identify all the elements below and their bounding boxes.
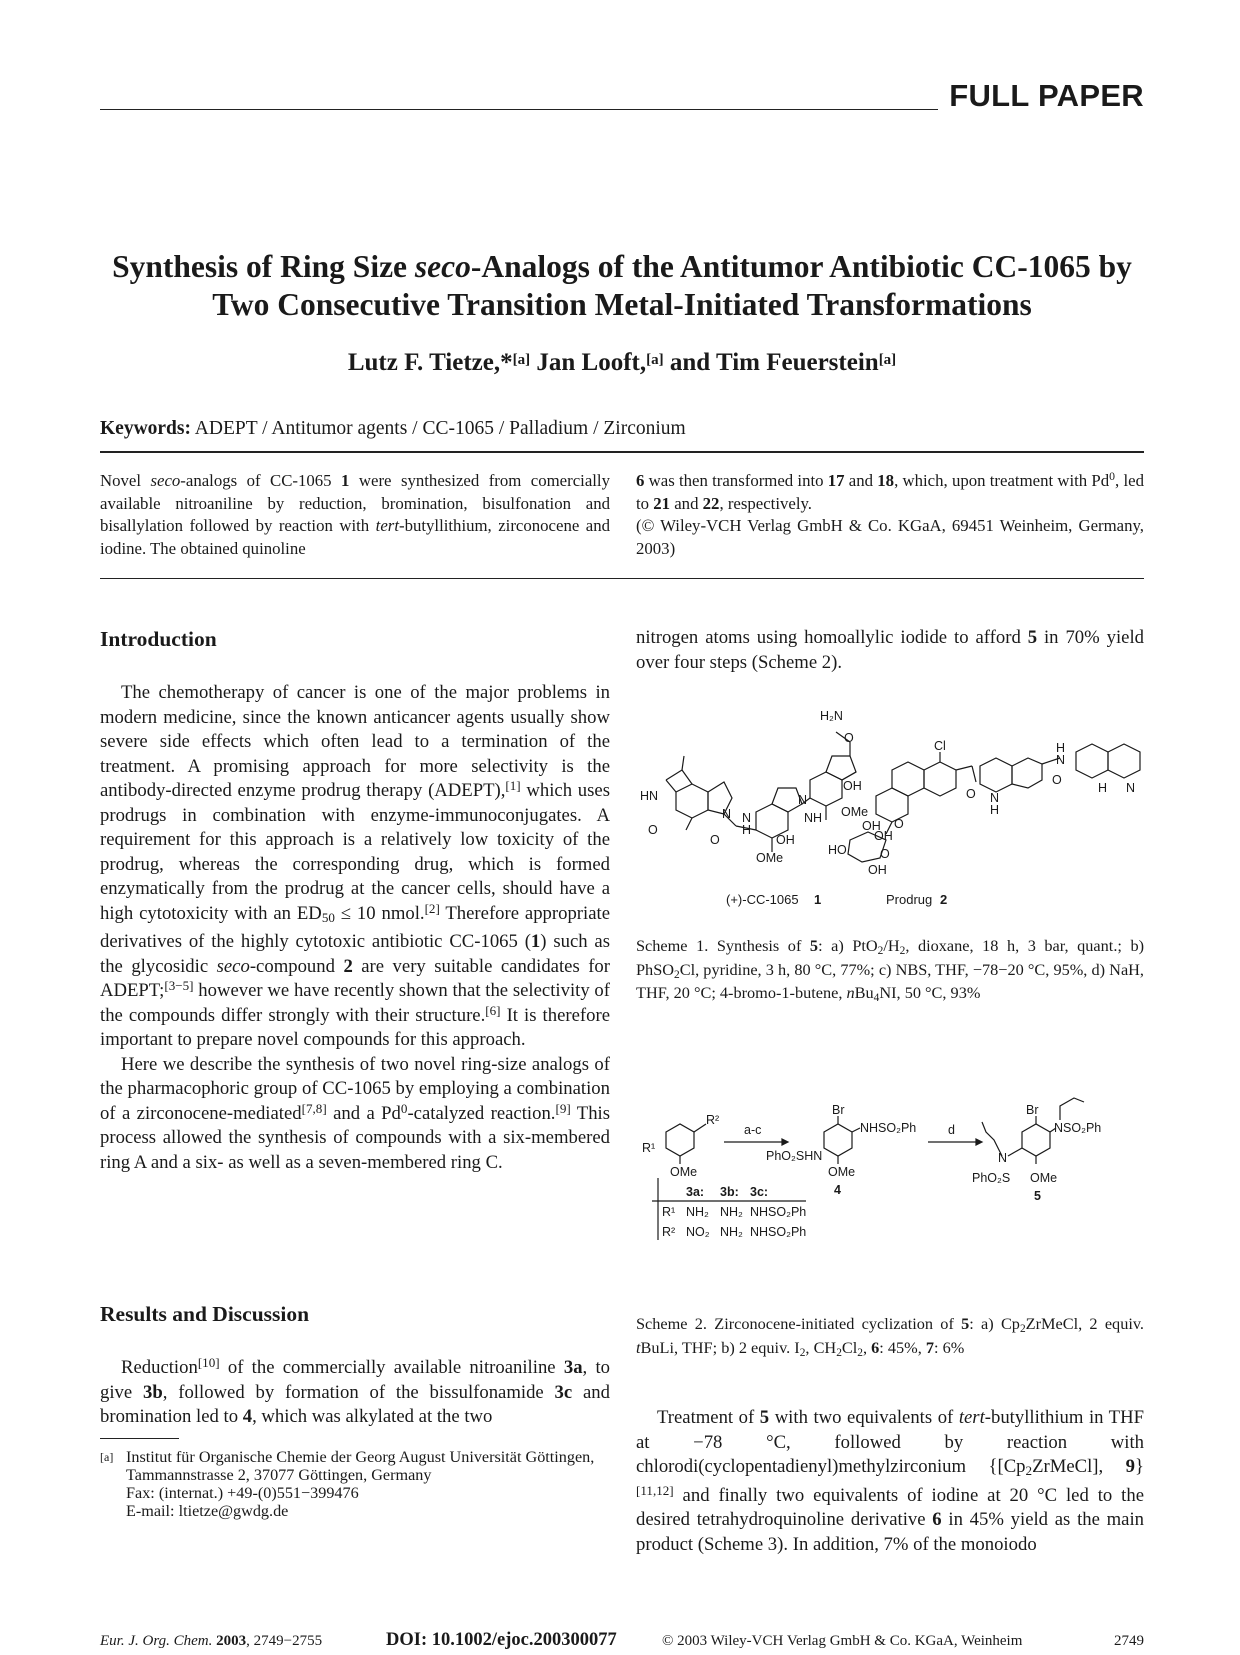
scheme-1-structures [636,709,1144,912]
italic-text: seco [216,955,250,977]
abstract-text: , led to [636,471,1144,513]
substituent-label: PhO₂SHN [766,1149,823,1163]
compound-number: 4 [242,1406,253,1427]
abstract-text: , which, upon treatment with Pd [894,471,1110,490]
results-heading: Results and Discussion [100,1302,310,1326]
body-text: ) such as the glycosidic [100,931,610,977]
table-cell: NHSO₂Ph [750,1225,807,1239]
body-text: in 45% yield as the main product (Scheme 3). In addition, 7% of the monoiodo [636,1509,1145,1555]
author-1: Lutz F. Tietze,* [347,349,513,376]
abstract-text: -analogs of CC-1065 [180,471,342,490]
table-cell: NH₂ [686,1205,709,1219]
body-text: The chemotherapy of cancer is one of the major problems in modern medicine, since the known anticancer agents usually show severe side effects which often lead to a termination of the treatment. A promising approach for more selectivity is the antibody-directed enzyme prodrug therapy (ADEPT), [100,682,610,801]
subscript: 2 [1019,1323,1026,1335]
compound-number: 3a [563,1357,583,1378]
compound-number: 6 [636,471,645,490]
atom-label: N [998,1151,1008,1165]
atom-label: OH [862,819,881,833]
atom-label: Br [1026,1103,1039,1117]
right-column-bottom-text [636,1406,1144,1557]
compound-number: 5 [1027,627,1038,648]
atom-label: HO [828,843,847,857]
compound-number: 9 [1125,1456,1136,1477]
subscript: 50 [321,909,335,925]
compound-number-5: 5 [1034,1189,1041,1203]
abstract-rule-top [100,451,1144,453]
subscript: 2 [877,945,884,957]
citation: [9] [555,1100,571,1116]
caption-text: Scheme 2. Zirconocene-initiated cyclization of [636,1314,962,1333]
body-text: and a Pd [326,1102,401,1124]
footer-doi[interactable]: DOI: 10.1002/ejoc.200300077 [386,1630,617,1650]
footer-journal [100,1633,322,1650]
caption-text: Bu [854,983,874,1002]
atom-label: H [742,823,752,837]
abstract-text: , respectively. [719,493,813,513]
right-column-top-text [636,626,1144,675]
scheme-2-structures [636,1103,1144,1287]
citation: [1] [505,778,521,793]
atom-label: H [990,803,1000,817]
compound-number: 21 [653,493,671,513]
body-text: ZrMeCl], [1032,1456,1126,1477]
compound-number: 6 [871,1337,880,1357]
atom-label: O [648,823,658,837]
cc1065-structure [666,732,856,852]
caption-text: Scheme 1. Synthesis of [636,936,810,955]
author-2-affil: [a] [646,352,664,368]
body-text: , which was alkylated at the two [252,1406,493,1427]
body-text: -compound [249,955,344,977]
abstract-text: and [670,493,703,513]
page-number: 2749 [1114,1633,1144,1649]
caption-text: , CH [805,1337,837,1357]
citation: [11,12] [636,1482,674,1498]
author-2: Jan Looft, [530,349,647,376]
substituent-label: NHSO₂Ph [860,1121,917,1135]
caption-text: : a) PtO [818,936,878,955]
journal-year: 2003 [216,1633,247,1649]
abstract-copyright: (© Wiley-VCH Verlag GmbH & Co. KGaA, 69451 Weinheim, Germany, 2003) [636,516,1144,558]
section-label: FULL PAPER [949,78,1144,113]
author-list [100,349,1144,377]
body-text: This process allowed the synthesis of compounds with a six-membered ring A and a six- as well as a seven-membered ring C. [100,1102,610,1173]
compound-label-prodrug: Prodrug [886,892,933,907]
superscript: 0 [400,1100,408,1116]
atom-label: NH [804,811,823,825]
atom-label: OH [843,779,862,793]
table-cell: NO₂ [686,1225,710,1239]
body-text: , to give [100,1357,610,1403]
body-text: Reduction [121,1357,198,1378]
abstract-italic: seco [150,471,181,490]
body-paragraph [636,626,1144,675]
table-cell: NH₂ [720,1225,743,1239]
citation: [3−5] [164,978,194,993]
atom-label: OMe [756,851,784,865]
substituent-label: OMe [670,1165,698,1179]
body-text: ≤ 10 nmol. [334,902,425,924]
subscript: 2 [899,945,906,957]
scheme-1-caption [636,937,1144,1008]
footer-copyright: © 2003 Wiley-VCH Verlag GmbH & Co. KGaA, Weinheim [662,1633,1023,1649]
scheme-2-caption [636,1315,1144,1362]
footnote-line: Fax: (internat.) +49-(0)551−399476 [126,1484,359,1502]
atom-label: H [1056,741,1066,755]
subscript: 2 [836,1346,842,1359]
subscript: 2 [799,1346,806,1359]
substituent-label: OMe [828,1165,856,1179]
introduction-text [100,681,610,1175]
table-cell: NHSO₂Ph [750,1205,807,1219]
citation: [6] [485,1002,501,1018]
atom-label: O [966,787,976,801]
subscript: 2 [857,1346,863,1359]
compound-number: 6 [932,1509,942,1530]
atom-label: Br [832,1103,845,1117]
body-text: , followed by formation of the bissulfonamide [162,1381,555,1403]
compound-number-2: 2 [940,892,948,907]
caption-text: : a) Cp [969,1314,1020,1333]
citation: [2] [424,900,440,916]
atom-label: O [844,731,854,745]
citation: [10] [197,1355,220,1370]
atom-label: HN [640,789,659,803]
author-3-affil: [a] [878,352,897,368]
abstract-rule-bottom [100,578,1144,579]
compound-number: 5 [759,1407,770,1428]
body-text: It is therefore important to prepare novel compounds for this approach. [100,1004,610,1050]
table-row-label: R² [662,1225,676,1239]
paper-title [100,248,1144,324]
italic-text: n [846,983,855,1002]
atom-label: O [894,817,904,831]
body-text: Here we describe the synthesis of two novel ring-size analogs of the pharmacophoric group of CC-1065 by employing a combination of a zirconocene-mediated [100,1053,610,1124]
body-text: nitrogen atoms using homoallylic iodide to afford [636,627,1028,648]
compound-number: 22 [702,493,720,513]
compound-label-cc1065: (+)-CC-1065 [726,892,799,907]
body-text: -catalyzed reaction. [407,1102,556,1124]
arrowhead [782,1139,788,1145]
title-line2: Two Consecutive Transition Metal-Initiated Transformations [212,287,1032,322]
body-text: are very suitable candidates for ADEPT; [100,955,610,1001]
atom-label: N [742,811,752,825]
caption-text: ZrMeCl, 2 equiv. [1025,1314,1145,1333]
atom-label: N [722,807,732,821]
introduction-heading: Introduction [100,627,217,651]
caption-text: : 45%, [879,1337,926,1357]
benzene-ring-3 [666,1124,694,1156]
body-text: and bromination led to [100,1381,610,1427]
substituent-label: R² [706,1113,720,1127]
results-text [100,1356,610,1430]
atom-label: H₂N [820,709,843,723]
compound-number: 3b [143,1381,163,1403]
abstract-text: -butyllithium, zirconocene and iodine. The obtained quinoline [100,516,610,558]
caption-text: Cl, pyridine, 3 h, 80 °C, 77%; c) NBS, THF, −78−20 °C, 95%, d) NaH, THF, 20 °C; 4-bromo-1-butene, [636,959,1144,1002]
author-1-affil: [a] [512,352,531,368]
benzene-ring-4 [824,1124,852,1156]
caption-text: , [862,1337,872,1357]
footnote-email: E-mail: ltietze@gwdg.de [126,1502,289,1520]
abstract-text: was then transformed into [644,471,828,490]
citation: [7,8] [301,1100,327,1116]
body-text: Therefore appropriate derivatives of the highly cytotoxic antibiotic CC-1065 ( [100,902,611,952]
atom-label: H [1098,781,1108,795]
atom-label: O [1052,773,1062,787]
abstract-text: and [844,471,878,490]
substituent-label: OMe [1030,1171,1058,1185]
compound-number: 1 [341,471,350,490]
substituent-label: R¹ [642,1141,656,1155]
intro-paragraph-2 [100,1053,610,1176]
substituent-label: NSO₂Ph [1054,1121,1102,1135]
abstract-text: were synthesized from comercially available nitroaniline by reduction, bromination, bisulfonation and bisallylation followed by reaction with [100,471,610,535]
keywords-text: ADEPT / Antitumor agents / CC-1065 / Palladium / Zirconium [191,418,686,439]
affiliation-footnote [100,1448,610,1520]
journal-pages: , 2749−2755 [246,1633,323,1649]
compound-number-1: 1 [814,892,822,907]
atom-label: Cl [934,739,946,753]
title-line1-post: -Analogs of the Antitumor Antibiotic CC-1065 by [470,249,1132,284]
results-paragraph-1 [100,1356,610,1430]
body-text: } [1135,1456,1144,1477]
atom-label: N [990,791,1000,805]
header-rule [100,109,938,110]
footnote-rule [100,1438,179,1439]
compound-number-4: 4 [834,1183,841,1197]
keywords [100,418,686,440]
caption-text: BuLi, THF; b) 2 equiv. I [640,1337,800,1357]
title-line1-italic: seco [414,249,471,284]
body-text: which uses prodrugs in combination with enzyme-immunoconjugates. A requirement for this approach is a relatively low toxicity of the prodrug, whereas the corresponding drug, which is formed enzymatically from the prodrug at the cancer cells, should have a high cytotoxicity with an ED [100,780,610,924]
table-header: 3b: [720,1185,739,1199]
caption-text: , dioxane, 18 h, 3 bar, quant.; b) PhSO [636,936,1145,979]
caption-text: /H [883,936,900,955]
body-text: with two equivalents of [769,1407,959,1428]
body-text: however we have recently shown that the selectivity of the compounds differ strongly with their structure. [100,980,610,1026]
atom-label: OMe [841,805,869,819]
footnote-line: Institut für Organische Chemie der Georg August Universität Göttingen, [126,1448,595,1466]
body-text: Treatment of [657,1407,760,1428]
body-text: in 70% yield over four steps (Scheme 2). [636,627,1144,673]
body-text: of the commercially available nitroaniline [219,1357,564,1378]
compound-number: 7 [925,1337,934,1357]
atom-label: OH [874,829,893,843]
body-text: and finally two equivalents of iodine at 20 °C led to the desired tetrahydroquinoline derivative [636,1484,1144,1530]
compound-number: 5 [961,1314,970,1333]
atom-label: O [880,847,890,861]
table-header: 3a: [686,1185,705,1199]
table-header: 3c: [750,1185,769,1199]
atom-label: N [1126,781,1136,795]
compound-number: 17 [827,471,845,490]
caption-text: : 6% [933,1337,965,1357]
table-row-label: R¹ [662,1205,676,1219]
body-paragraph [636,1406,1144,1557]
body-text: -butyllithium in THF at −78 °C, followed by reaction with chlorodi(cyclopentadienyl)methylzirconium {[Cp [636,1407,1144,1477]
caption-text: NI, 50 °C, 93% [879,983,981,1002]
benzene-ring-5 [1022,1124,1050,1156]
superscript: 0 [1109,470,1116,483]
compound-number: 3c [554,1381,573,1403]
author-3: and Tim Feuerstein [663,349,879,376]
subscript: 4 [873,992,880,1004]
abstract-text: Novel [100,471,151,490]
compound-number: 2 [343,955,353,977]
table-cell: NH₂ [720,1205,743,1219]
abstract-right [636,470,1144,560]
arrowhead [976,1139,982,1145]
abstract-left [100,470,610,560]
journal-name: Eur. J. Org. Chem. [100,1633,213,1649]
atom-label: N [798,793,808,807]
substituent-label: PhO₂S [972,1171,1011,1185]
atom-label: O [710,833,720,847]
atom-label: N [1056,753,1066,767]
italic-text: t [636,1337,641,1357]
subscript: 2 [674,968,680,981]
keywords-label: Keywords: [100,418,191,439]
arrow-label: d [948,1123,955,1137]
italic-text: tert [958,1407,985,1428]
atom-label: OH [868,863,887,877]
compound-number: 18 [877,471,895,490]
caption-text: Cl [841,1337,858,1357]
footnote-line: Tammannstrasse 2, 37077 Göttingen, Germany [126,1466,432,1484]
footnote-mark: [a] [100,1450,114,1464]
intro-paragraph-1 [100,681,610,1053]
compound-number: 5 [809,936,819,955]
arrow-label: a-c [744,1123,762,1137]
compound-number: 1 [530,931,541,952]
atom-label: OH [776,833,795,847]
title-line1-pre: Synthesis of Ring Size [112,249,415,284]
subscript: 2 [1025,1463,1033,1478]
abstract-italic: tert [375,516,399,535]
